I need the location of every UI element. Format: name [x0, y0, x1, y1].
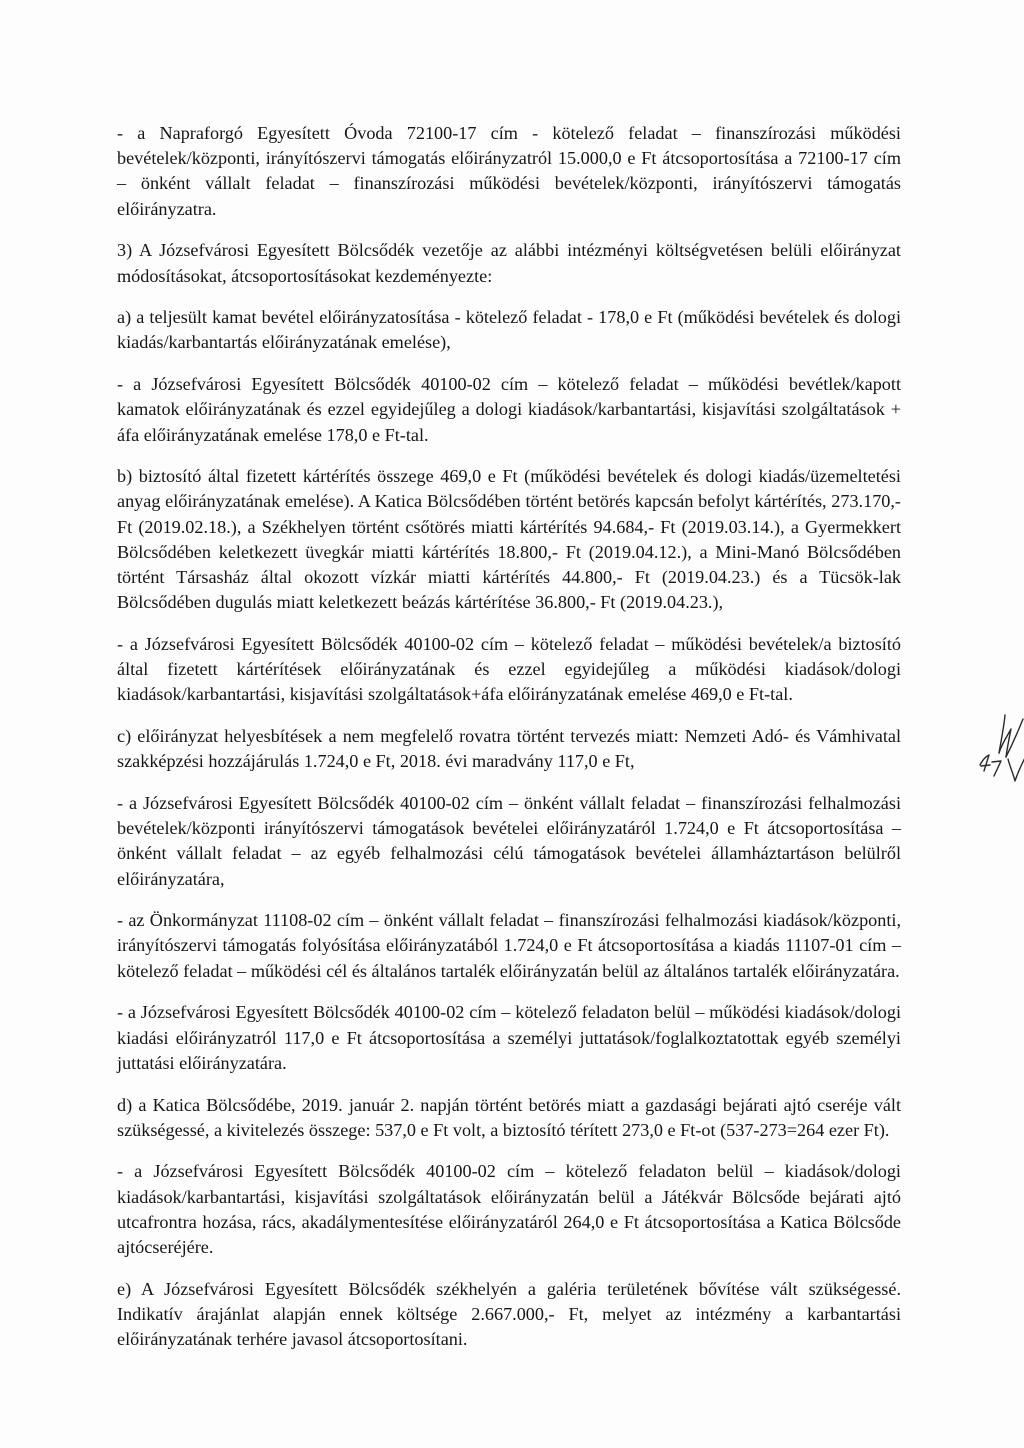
paragraph-e: e) A Józsefvárosi Egyesített Bölcsődék székhelyén a galéria területének bővítése vált szükségessé. Indikatív árajánlat alapján ennek költsége 2.667.000,- Ft, melyet az intézmény a karbantartási előirányzatának terhére javasol átcsoportosítani. [117, 1278, 901, 1350]
paragraph-b: b) biztosító által fizetett kártérítés összege 469,0 e Ft (működési bevételek és dologi kiadás/üzemeltetési anyag előirányzatának emelése). A Katica Bölcsődében történt betörés kapcsán befolyt kártérítés, 273.170,- Ft (2019.02.18.), a Székhelyen történt csőtörés miatti kártérítés 94.684,- Ft (2019.03.14.), a Gyermekkert Bölcsődében keletkezett üvegkár miatti kártérítés 18.800,- Ft (2019.04.12.), a Mini-Manó Bölcsődében történt Társasház által okozott vízkár miatti kártérítés 44.800,- Ft (2019.04.23.) és a Tücsök-lak Bölcsődében dugulás miatt keletkezett beázás kártérítése 36.800,- Ft (2019.04.23.), [117, 466, 901, 613]
paragraph-a-detail: - a Józsefvárosi Egyesített Bölcsődék 40100-02 cím – kötelező feladat – működési bevétlek/kapott kamatok előirányzatának és ezzel egyidejűleg a dologi kiadások/karbantartási, kisjavítási szolgáltatások + áfa előirányzatának emelése 178,0 e Ft-tal. [117, 374, 901, 445]
paragraph-c: c) előirányzat helyesbítések a nem megfelelő rovatra történt tervezés miatt: Nemzeti Adó- és Vámhivatal szakképzési hozzájárulás 1.724,0 e Ft, 2018. évi maradvány 117,0 e Ft, [117, 726, 901, 772]
paragraph-c-detail-2: - az Önkormányzat 11108-02 cím – önként vállalt feladat – finanszírozási felhalmozási kiadások/központi, irányítószervi támogatás folyósítása előirányzatából 1.724,0 e Ft átcsoportosítása a kiadás 11107-01 cím – kötelező feladat – működési cél és általános tartalék előirányzatán belül az általános tartalék előirányzatára. [117, 910, 901, 981]
paragraph-d-detail: - a Józsefvárosi Egyesített Bölcsődék 40100-02 cím – kötelező feladaton belül – kiadások/dologi kiadások/karbantartási, kisjavítási szolgáltatások előirányzatán belül a Játékvár Bölcsőde bejárati ajtó utcafrontra hozása, rács, akadálymentesítése előirányzatáról 264,0 e Ft átcsoportosítása a Katica Bölcsőde ajtócseréjére. [117, 1161, 901, 1258]
paragraph-c-detail-3: - a Józsefvárosi Egyesített Bölcsődék 40100-02 cím – kötelező feladaton belül – működési kiadások/dologi kiadási előirányzatról 117,0 e Ft átcsoportosítása a személyi juttatások/foglalkoztatottak egyéb személyi juttatási előirányzatára. [117, 1002, 901, 1073]
document-body [117, 121, 901, 1352]
paragraph-napraforgo: - a Napraforgó Egyesített Óvoda 72100-17 cím - kötelező feladat – finanszírozási működési bevételek/központi, irányítószervi támogatás előirányzatról 15.000,0 e Ft átcsoportosítása a 72100-17 cím – önként vállalt feladat – finanszírozási működési bevételek/központi, irányítószervi támogatás előirányzatra. [117, 123, 901, 219]
paragraph-b-detail: - a Józsefvárosi Egyesített Bölcsődék 40100-02 cím – kötelező feladat – működési bevételek/a biztosító által fizetett kártérítések előirányzatának és ezzel egyidejűleg a működési kiadások/dologi kiadások/karbantartási, kisjavítási szolgáltatások+áfa előirányzatának emelése 469,0 e Ft-tal. [117, 633, 901, 705]
handwritten-initial-page-number [975, 709, 1024, 789]
paragraph-section-3: 3) A Józsefvárosi Egyesített Bölcsődék vezetője az alábbi intézményi költségvetésen belüli előirányzat módosításokat, átcsoportosításokat kezdeményezte: [117, 240, 901, 286]
paragraph-d: d) a Katica Bölcsődébe, 2019. január 2. napján történt betörés miatt a gazdasági bejárati ajtó cseréje vált szükségessé, a kivitelezés összege: 537,0 e Ft volt, a biztosító térített 273,0 e Ft-ot (537-273=264 ezer Ft). [117, 1094, 901, 1140]
paragraph-c-detail-1: - a Józsefvárosi Egyesített Bölcsődék 40100-02 cím – önként vállalt feladat – finanszírozási felhalmozási bevételek/központi irányítószervi támogatások bevételei előirányzatáról 1.724,0 e Ft átcsoportosítása – önként vállalt feladat – az egyéb felhalmozási célú támogatások bevételei államháztartáson belülről előirányzatára, [117, 792, 901, 889]
paragraph-a: a) a teljesült kamat bevétel előirányzatosítása - kötelező feladat - 178,0 e Ft (működési bevételek és dologi kiadás/karbantartás előirányzatának emelése), [117, 307, 901, 353]
